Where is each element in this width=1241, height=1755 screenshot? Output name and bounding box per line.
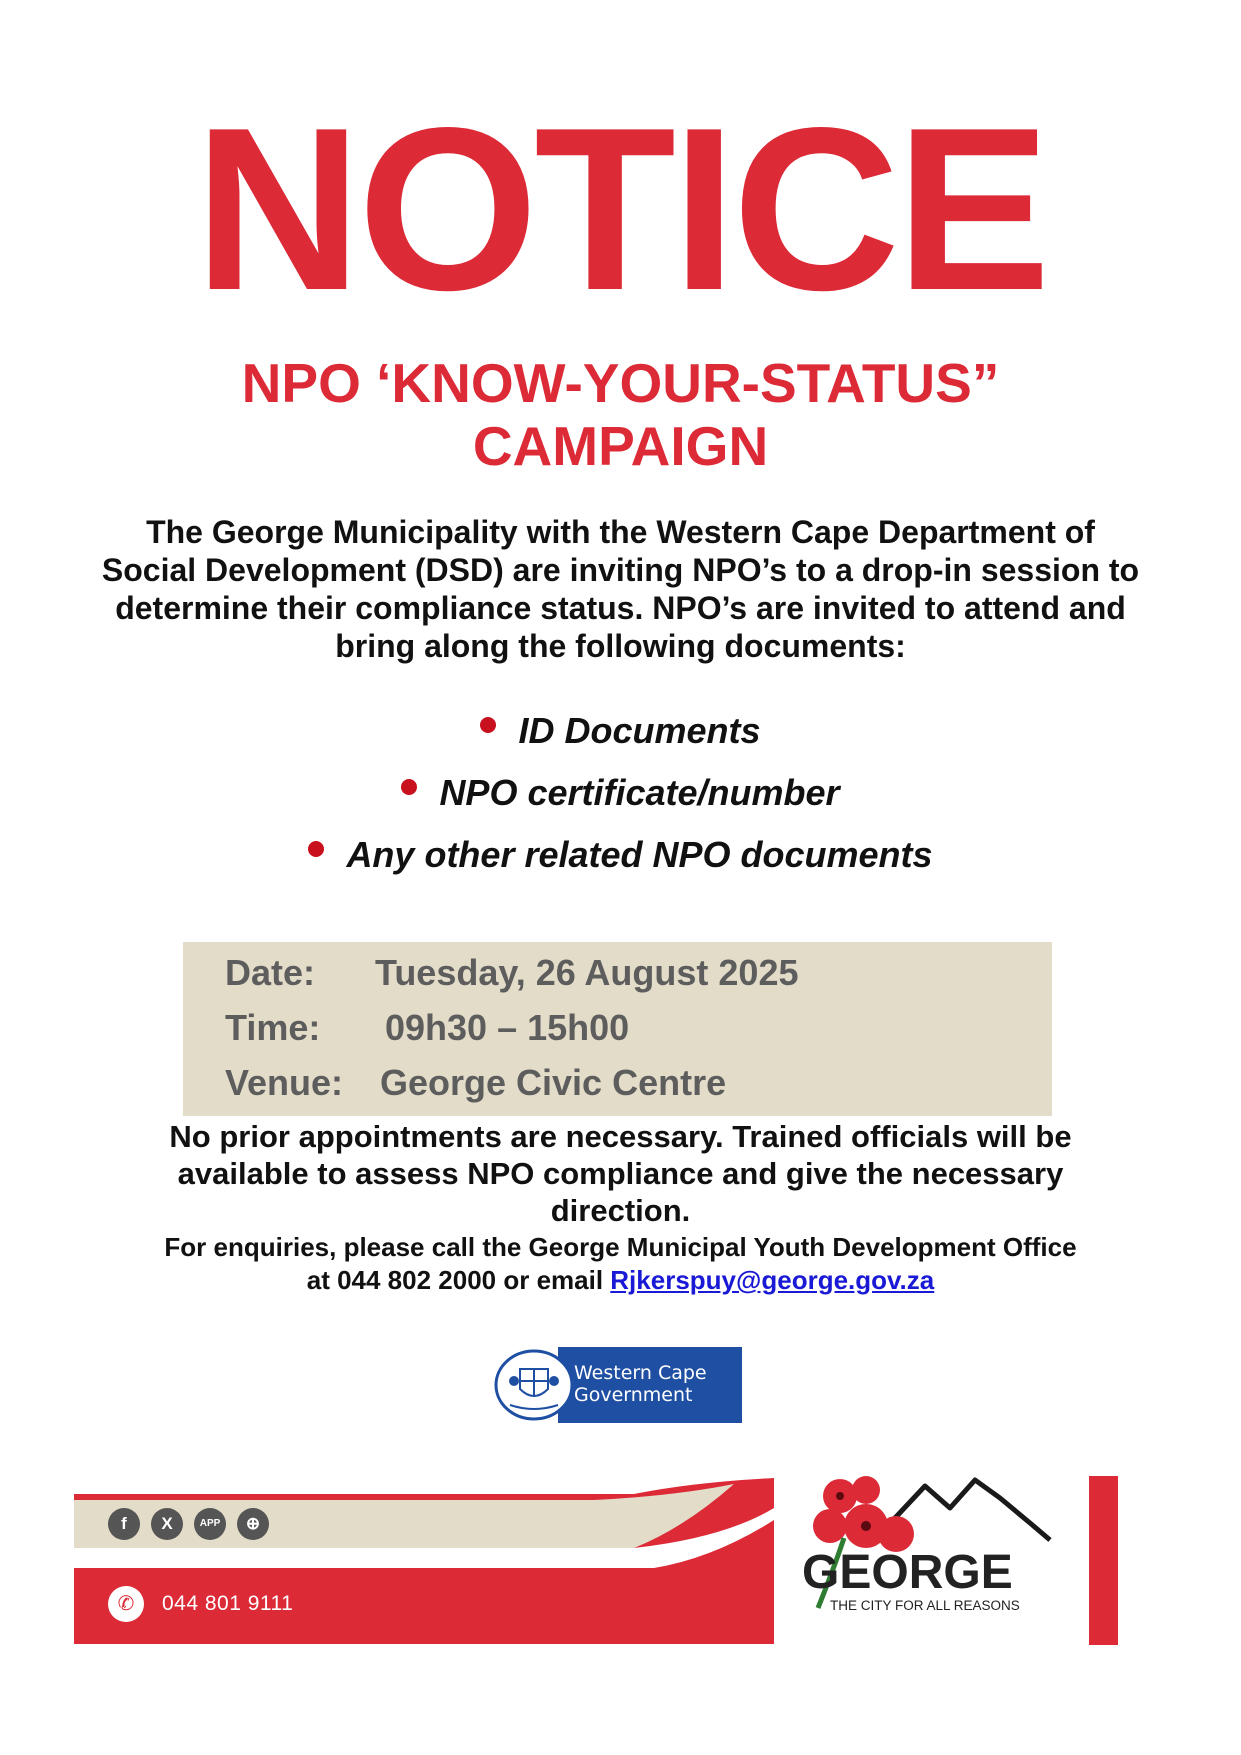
footer-accent-bar xyxy=(1089,1476,1118,1645)
intro-line-1: The George Municipality with the Western Cape Department of xyxy=(146,514,1095,550)
wcg-logo-line-2: Government xyxy=(574,1384,693,1406)
enquiry-line-2 xyxy=(0,1264,1241,1297)
george-tagline: THE CITY FOR ALL REASONS xyxy=(830,1598,1020,1613)
x-icon[interactable]: X xyxy=(151,1508,183,1540)
event-date-row xyxy=(225,945,799,1000)
note-line-2: available to assess NPO compliance and give the necessary xyxy=(177,1156,1064,1191)
event-time-row xyxy=(225,1000,629,1055)
footer-phone xyxy=(108,1586,293,1622)
time-value: 09h30 – 15h00 xyxy=(385,1007,630,1048)
bullet-icon xyxy=(308,841,324,857)
campaign-title xyxy=(0,352,1241,478)
intro-paragraph xyxy=(0,513,1241,665)
campaign-title-line-2: CAMPAIGN xyxy=(472,415,769,477)
social-media-icons xyxy=(108,1508,280,1540)
email-link[interactable]: Rjkerspuy@george.gov.za xyxy=(610,1265,935,1295)
time-label: Time: xyxy=(225,1007,321,1048)
george-wordmark: GEORGE xyxy=(802,1546,1013,1599)
required-documents-list xyxy=(0,700,1241,886)
facebook-icon[interactable]: f xyxy=(108,1508,140,1540)
date-label: Date: xyxy=(225,952,316,993)
phone-icon: ✆ xyxy=(108,1586,144,1622)
campaign-title-line-1: NPO ‘KNOW-YOUR-STATUS” xyxy=(241,352,1000,414)
mountain-icon xyxy=(895,1480,1050,1540)
document-label: ID Documents xyxy=(518,710,761,751)
venue-label: Venue: xyxy=(225,1062,344,1103)
note-line-3: direction. xyxy=(550,1193,691,1228)
event-venue-row xyxy=(225,1055,726,1110)
intro-line-4: bring along the following documents: xyxy=(335,628,906,664)
intro-line-3: determine their compliance status. NPO’s are invited to attend and xyxy=(115,590,1126,626)
document-label: NPO certificate/number xyxy=(439,772,840,813)
event-details-box xyxy=(183,942,1052,1116)
intro-line-2: Social Development (DSD) are inviting NPO’s to a drop-in session to xyxy=(101,552,1140,588)
notice-title: NOTICE xyxy=(194,80,1047,339)
enquiry-line-1: For enquiries, please call the George Municipal Youth Development Office xyxy=(164,1232,1077,1262)
globe-icon[interactable]: ⊕ xyxy=(237,1508,269,1540)
enquiry-info xyxy=(0,1231,1241,1297)
western-cape-government-logo xyxy=(492,1347,742,1423)
document-label: Any other related NPO documents xyxy=(346,834,933,875)
wcg-logo-line-1: Western Cape xyxy=(574,1362,707,1384)
phone-number: 044 801 9111 xyxy=(162,1592,294,1615)
list-item xyxy=(0,700,1241,762)
list-item xyxy=(0,824,1241,886)
venue-value: George Civic Centre xyxy=(380,1062,727,1103)
george-municipality-logo xyxy=(800,1468,1070,1616)
note-line-1: No prior appointments are necessary. Trained officials will be xyxy=(169,1119,1072,1154)
bullet-icon xyxy=(480,717,496,733)
appointment-note xyxy=(0,1118,1241,1229)
list-item xyxy=(0,762,1241,824)
bullet-icon xyxy=(401,779,417,795)
enquiry-phone-text: at 044 802 2000 or email xyxy=(306,1265,611,1295)
app-icon[interactable]: APP xyxy=(194,1508,226,1540)
date-value: Tuesday, 26 August 2025 xyxy=(375,952,799,993)
